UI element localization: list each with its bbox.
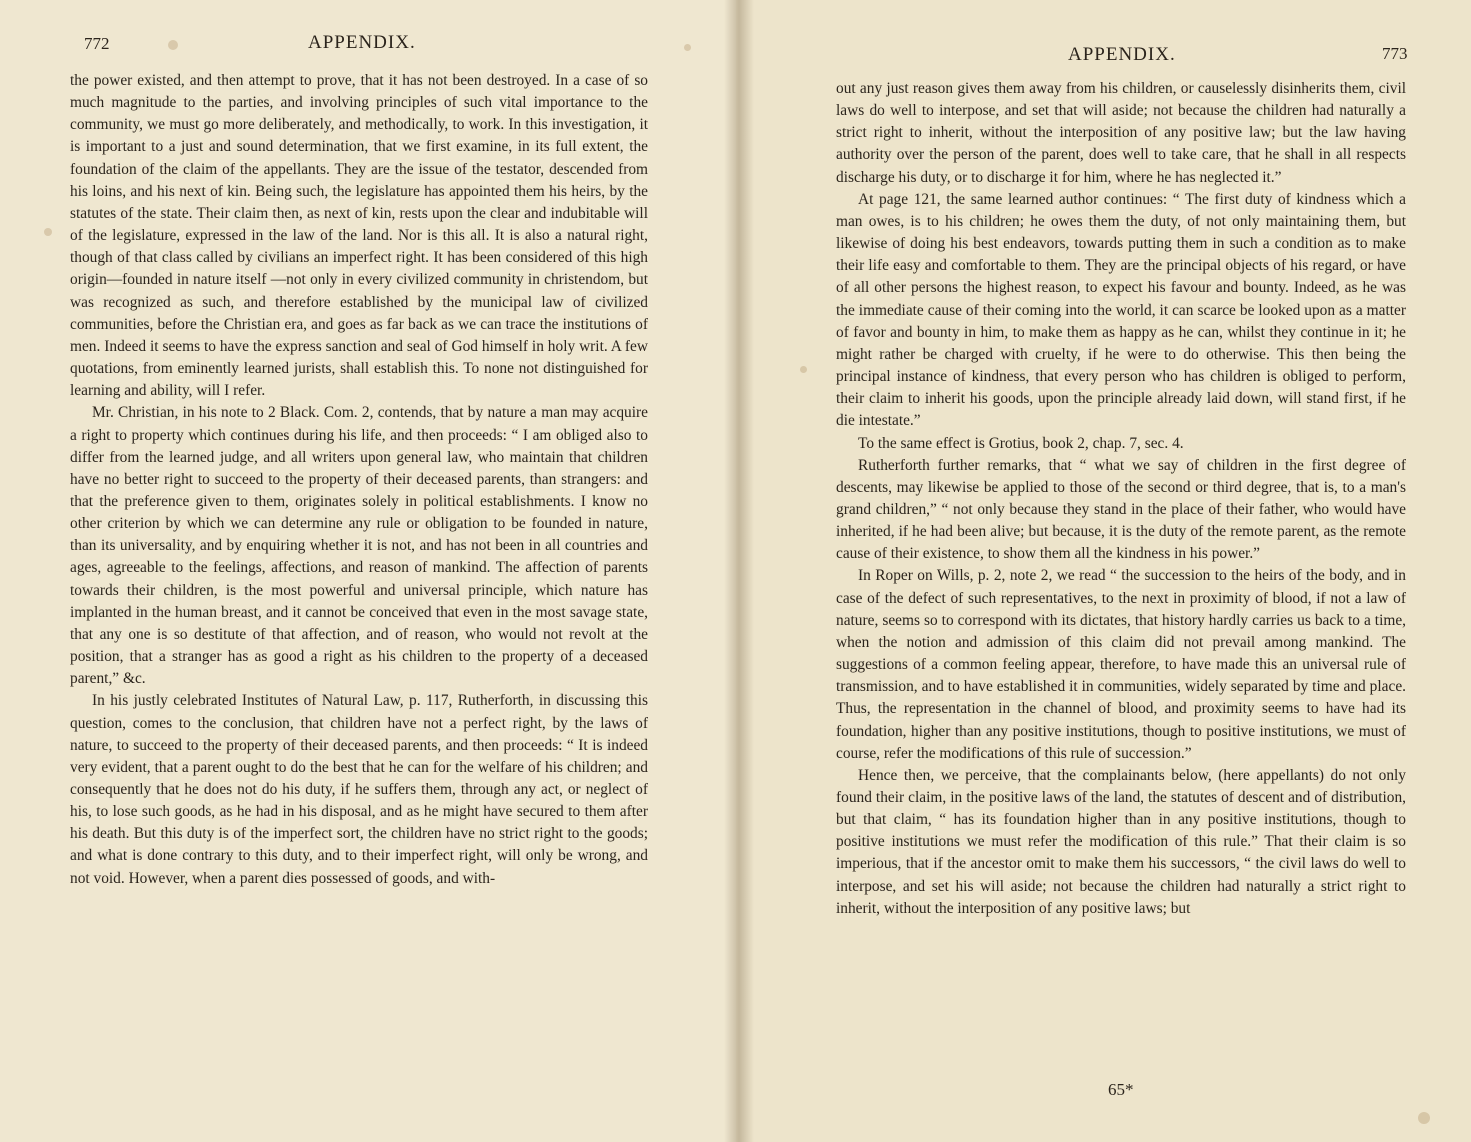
paragraph: At page 121, the same learned author continues: “ The first duty of kindness which a man owes, is to his children; he owes them the duty, of not only maintaining them, but likewise of doing his best endeavors, towards putting them in such a condition as to make their life easy and comfortable to them. They are the principal objects of his regard, or have of all other persons the highest reason, to expect his favour and bounty. Indeed, as he was the immediate cause of their coming into the world, it can scarce be looked upon as a matter of favor and bounty in him, to make them as happy as he can, whilst they continue in it; he might rather be charged with cruelty, if he were to do otherwise. This then being the principal instance of kindness, that every person who has children is obliged to perform, their claim to inherit his goods, upon the principle already laid down, will stand first, if he die intestate.” bbox=[836, 190, 1406, 430]
running-head: APPENDIX. bbox=[1068, 44, 1176, 65]
page-number: 773 bbox=[1382, 44, 1408, 63]
paragraph: In Roper on Wills, p. 2, note 2, we read “ the succession to the heirs of the body, and in case of the defect of such representatives, to the next in proximity of blood, if not a law of nature, seems so to correspond with its dictates, that history hardly carries us back to a time, when the notion and admission of this claim did not prevail among mankind. The suggestions of a common feeling appear, therefore, to have made this an universal rule of transmission, and to have established it in communities, widely separated by time and place. Thus, the representation in the channel of blood, and proximity seems to have had its foundation, higher than any positive institutions, though to positive institutions, we must of course, refer the modifications of this rule of succession.” bbox=[836, 567, 1406, 762]
paragraph: Hence then, we perceive, that the complainants below, (here appellants) do not only found their claim, in the positive laws of the land, the statutes of descent and of distribution, but that claim, “ has its foundation higher than in any positive institutions, though to positive institutions we must refer the modification of this rule.” That their claim is so imperious, that if the ancestor omit to make them his successors, “ the civil laws do well to interpose, and set his will aside; not because the children had naturally a strict right to inherit, without the interposition of any positive laws; but bbox=[836, 766, 1406, 917]
paragraph: Rutherforth further remarks, that “ what we say of children in the first degree of descents, may likewise be applied to those of the second or third degree, that is, to a man's grand children,” “ not only because they stand in the place of their father, who would have inherited, if he had been alive; but because, it is the duty of the remote parent, as the remote cause of their existence, to show them all the kindness in his power.” bbox=[836, 456, 1406, 563]
right-page bbox=[736, 0, 1471, 1142]
page-number: 772 bbox=[84, 34, 110, 53]
page-body bbox=[836, 78, 1406, 920]
signature-mark: 65* bbox=[1108, 1080, 1134, 1099]
paragraph: the power existed, and then attempt to prove, that it has not been destroyed. In a case of so much magnitude to the parties, and involving principles of such vital importance to the community, we must go more deliberately, and methodically, to work. In this investigation, it is important to a just and sound determination, that we first examine, in its full extent, the foundation of the claim of the appellants. They are the issue of the testator, descended from his loins, and his next of kin. Being such, the legislature has appointed them his heirs, by the statutes of the state. Their claim then, as next of kin, rests upon the clear and indubitable will of the legislature, expressed in the law of the land. Nor is this all. It is also a natural right, though of that class called by civilians an imperfect right. It has been considered of this high origin—founded in nature itself —not only in every civilized community in christendom, but was recognized as such, and therefore established by the municipal law of civilized communities, before the Christian era, and goes as far back as we can trace the institutions of men. Indeed it seems to have the express sanction and seal of God himself in holy writ. A few quotations, from eminently learned jurists, shall establish this. To none not distinguished for learning and ability, will I refer. bbox=[70, 72, 648, 400]
book-gutter bbox=[724, 0, 754, 1142]
foxing-spot bbox=[44, 228, 52, 236]
foxing-spot bbox=[168, 40, 178, 50]
foxing-spot bbox=[1418, 1112, 1430, 1124]
running-head: APPENDIX. bbox=[308, 32, 416, 53]
foxing-spot bbox=[800, 366, 807, 373]
paragraph: In his justly celebrated Institutes of Natural Law, p. 117, Rutherforth, in discussing this question, comes to the conclusion, that children have not a perfect right, by the laws of nature, to succeed to the property of their deceased parents, and then proceeds: “ It is indeed very evident, that a parent ought to do the best that he can for the welfare of his children; and consequently that he does not do his duty, if he suffers them, through any act, or neglect of his, to lose such goods, as he had in his disposal, and as he might have secured to them after his death. But this duty is of the imperfect sort, the children have no strict right to the goods; and what is done contrary to this duty, and to their imperfect right, will only be wrong, and not void. However, when a parent dies possessed of goods, and with- bbox=[70, 692, 648, 887]
paragraph: out any just reason gives them away from his children, or causelessly disinherits them, civil laws do well to interpose, and set that will aside; not because the children had naturally a strict right to inherit, without the interposition of any positive law; but the law having authority over the person of the parent, does well to take care, that he shall in all respects discharge his duty, or to discharge it for him, where he has neglected it.” bbox=[836, 80, 1406, 186]
foxing-spot bbox=[684, 44, 691, 51]
paragraph: To the same effect is Grotius, book 2, chap. 7, sec. 4. bbox=[858, 434, 1184, 452]
page-body bbox=[70, 70, 648, 890]
paragraph: Mr. Christian, in his note to 2 Black. Com. 2, contends, that by nature a man may acquire a right to property which continues during his life, and then proceeds: “ I am obliged also to differ from the learned judge, and all writers upon general law, who maintain that children have no better right to succeed to the property of their deceased parents, than strangers: and that the preference given to them, originates solely in political establishments. I know no other criterion by which we can determine any rule or obligation to be founded in nature, than its universality, and by enquiring whether it is not, and has not been in all countries and ages, agreeable to the feelings, affections, and reason of mankind. The affection of parents towards their children, is the most powerful and universal principle, which nature has implanted in the human breast, and it cannot be conceived that even in the most savage state, that any one is so destitute of that affection, and of reason, who would not revolt at the position, that a stranger has as good a right as his children to the property of a deceased parent,” &c. bbox=[70, 404, 648, 688]
